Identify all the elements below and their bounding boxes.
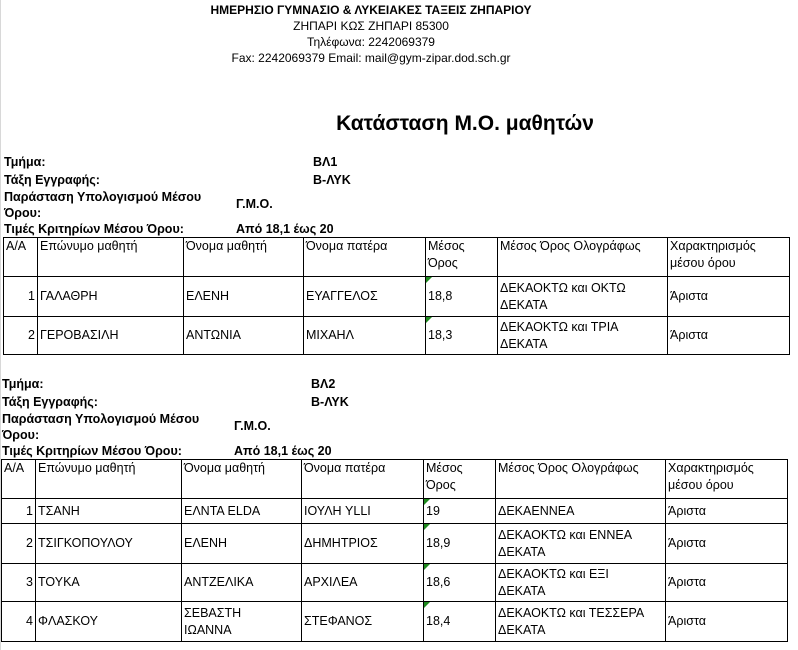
row-average: 18,6 bbox=[424, 564, 496, 602]
row-average: 18,8 bbox=[426, 277, 498, 317]
row-father: ΑΡΧΙΛΕΑ bbox=[302, 564, 424, 602]
criteria-value: Από 18,1 έως 20 bbox=[234, 444, 332, 458]
row-surname: ΦΛΑΣΚΟΥ bbox=[36, 602, 182, 642]
col-aa: Α/Α bbox=[4, 238, 38, 277]
table-row bbox=[2, 524, 788, 564]
col-average-words: Μέσος Όρος Ολογράφως bbox=[496, 460, 666, 499]
row-characterization: Άριστα bbox=[666, 602, 788, 642]
table-row bbox=[4, 317, 790, 355]
row-surname: ΓΕΡΟΒΑΣΙΛΗ bbox=[38, 317, 184, 355]
criteria-label: Τιμές Κριτηρίων Μέσου Όρου: bbox=[4, 222, 184, 236]
comment-flag-icon bbox=[424, 564, 430, 570]
method-label: Παράσταση Υπολογισμού Μέσου bbox=[4, 190, 202, 204]
row-aa: 2 bbox=[2, 524, 36, 564]
row-aa: 2 bbox=[4, 317, 38, 355]
row-aa: 4 bbox=[2, 602, 36, 642]
row-characterization: Άριστα bbox=[668, 317, 790, 355]
col-average: Μέσος Όρος bbox=[426, 238, 498, 277]
row-aa: 1 bbox=[4, 277, 38, 317]
col-name: Όνομα μαθητή bbox=[182, 460, 302, 499]
document-title: Κατάσταση Μ.Ο. μαθητών bbox=[336, 112, 594, 135]
row-name: ΕΛΕΝΗ bbox=[184, 277, 304, 317]
section-value: ΒΛ1 bbox=[313, 155, 338, 169]
method-label-cont: Όρου: bbox=[2, 428, 40, 442]
row-average-words: ΔΕΚΑΕΝΝΕΑ bbox=[496, 499, 666, 524]
row-name: ΕΛΝΤΑ ELDA bbox=[182, 499, 302, 524]
row-surname: ΤΣΙΓΚΟΠΟΥΛΟΥ bbox=[36, 524, 182, 564]
row-father: ΔΗΜΗΤΡΙΟΣ bbox=[302, 524, 424, 564]
row-aa: 1 bbox=[2, 499, 36, 524]
row-surname: ΤΟΥΚΑ bbox=[36, 564, 182, 602]
grade-value: Β-ΛΥΚ bbox=[313, 173, 351, 187]
row-characterization: Άριστα bbox=[668, 277, 790, 317]
row-surname: ΓΑΛΑΘΡΗ bbox=[38, 277, 184, 317]
comment-flag-icon bbox=[424, 602, 430, 608]
table-row bbox=[2, 499, 788, 524]
method-label-cont: Όρου: bbox=[4, 206, 42, 220]
row-average: 19 bbox=[424, 499, 496, 524]
school-name: ΗΜΕΡΗΣΙΟ ΓΥΜΝΑΣΙΟ & ΛΥΚΕΙΑΚΕΣ ΤΑΞΕΙΣ ΖΗΠΑΡΙΟΥ bbox=[210, 3, 532, 17]
col-characterization: Χαρακτηρισμός μέσου όρου bbox=[668, 238, 790, 277]
table-header bbox=[4, 238, 790, 277]
row-name: ΕΛΕΝΗ bbox=[182, 524, 302, 564]
row-average: 18,4 bbox=[424, 602, 496, 642]
row-father: ΕΥΑΓΓΕΛΟΣ bbox=[304, 277, 426, 317]
method-value: Γ.Μ.Ο. bbox=[236, 197, 273, 211]
grade-label: Τάξη Εγγραφής: bbox=[4, 173, 100, 187]
col-name: Όνομα μαθητή bbox=[184, 238, 304, 277]
table-header bbox=[2, 460, 788, 499]
col-average-words: Μέσος Όρος Ολογράφως bbox=[498, 238, 668, 277]
col-surname: Επώνυμο μαθητή bbox=[36, 460, 182, 499]
school-contact: Fax: 2242069379 Email: mail@gym-zipar.dod.sch.gr bbox=[231, 51, 511, 65]
col-father: Όνομα πατέρα bbox=[302, 460, 424, 499]
row-characterization: Άριστα bbox=[666, 564, 788, 602]
row-average-words: ΔΕΚΑΟΚΤΩ και ΕΝΝΕΑ ΔΕΚΑΤΑ bbox=[496, 524, 666, 564]
method-label: Παράσταση Υπολογισμού Μέσου bbox=[2, 412, 200, 426]
row-name: ΑΝΤΖΕΛΙΚΑ bbox=[182, 564, 302, 602]
row-father: ΙΟΥΛΗ YLLI bbox=[302, 499, 424, 524]
comment-flag-icon bbox=[426, 277, 432, 283]
section-value: ΒΛ2 bbox=[311, 377, 336, 391]
col-characterization: Χαρακτηρισμός μέσου όρου bbox=[666, 460, 788, 499]
row-father: ΜΙΧΑΗΛ bbox=[304, 317, 426, 355]
table-row bbox=[2, 564, 788, 602]
row-average-words: ΔΕΚΑΟΚΤΩ και ΤΕΣΣΕΡΑ ΔΕΚΑΤΑ bbox=[496, 602, 666, 642]
row-name: ΣΕΒΑΣΤΗ ΙΩΑΝΝΑ bbox=[182, 602, 302, 642]
col-aa: Α/Α bbox=[2, 460, 36, 499]
row-average-words: ΔΕΚΑΟΚΤΩ και ΤΡΙΑ ΔΕΚΑΤΑ bbox=[498, 317, 668, 355]
school-address: ΖΗΠΑΡΙ ΚΩΣ ΖΗΠΑΡΙ 85300 bbox=[293, 19, 449, 33]
students-table bbox=[1, 459, 788, 642]
section-label: Τμήμα: bbox=[4, 155, 46, 169]
col-father: Όνομα πατέρα bbox=[304, 238, 426, 277]
students-table bbox=[3, 237, 790, 355]
method-value: Γ.Μ.Ο. bbox=[234, 419, 271, 433]
row-average-words: ΔΕΚΑΟΚΤΩ και ΕΞΙ ΔΕΚΑΤΑ bbox=[496, 564, 666, 602]
section-label: Τμήμα: bbox=[2, 377, 44, 391]
comment-flag-icon bbox=[424, 499, 430, 505]
col-surname: Επώνυμο μαθητή bbox=[38, 238, 184, 277]
row-father: ΣΤΕΦΑΝΟΣ bbox=[302, 602, 424, 642]
table-row bbox=[2, 602, 788, 642]
row-average: 18,3 bbox=[426, 317, 498, 355]
grade-label: Τάξη Εγγραφής: bbox=[2, 395, 98, 409]
row-aa: 3 bbox=[2, 564, 36, 602]
criteria-value: Από 18,1 έως 20 bbox=[236, 222, 334, 236]
comment-flag-icon bbox=[426, 317, 432, 323]
grade-value: Β-ΛΥΚ bbox=[311, 395, 349, 409]
row-characterization: Άριστα bbox=[666, 524, 788, 564]
row-characterization: Άριστα bbox=[666, 499, 788, 524]
criteria-label: Τιμές Κριτηρίων Μέσου Όρου: bbox=[2, 444, 182, 458]
row-average-words: ΔΕΚΑΟΚΤΩ και ΟΚΤΩ ΔΕΚΑΤΑ bbox=[498, 277, 668, 317]
school-phone: Τηλέφωνα: 2242069379 bbox=[307, 35, 435, 49]
col-average: Μέσος Όρος bbox=[424, 460, 496, 499]
table-row bbox=[4, 277, 790, 317]
row-surname: ΤΣΑΝΗ bbox=[36, 499, 182, 524]
row-average: 18,9 bbox=[424, 524, 496, 564]
comment-flag-icon bbox=[424, 524, 430, 530]
row-name: ΑΝΤΩΝΙΑ bbox=[184, 317, 304, 355]
